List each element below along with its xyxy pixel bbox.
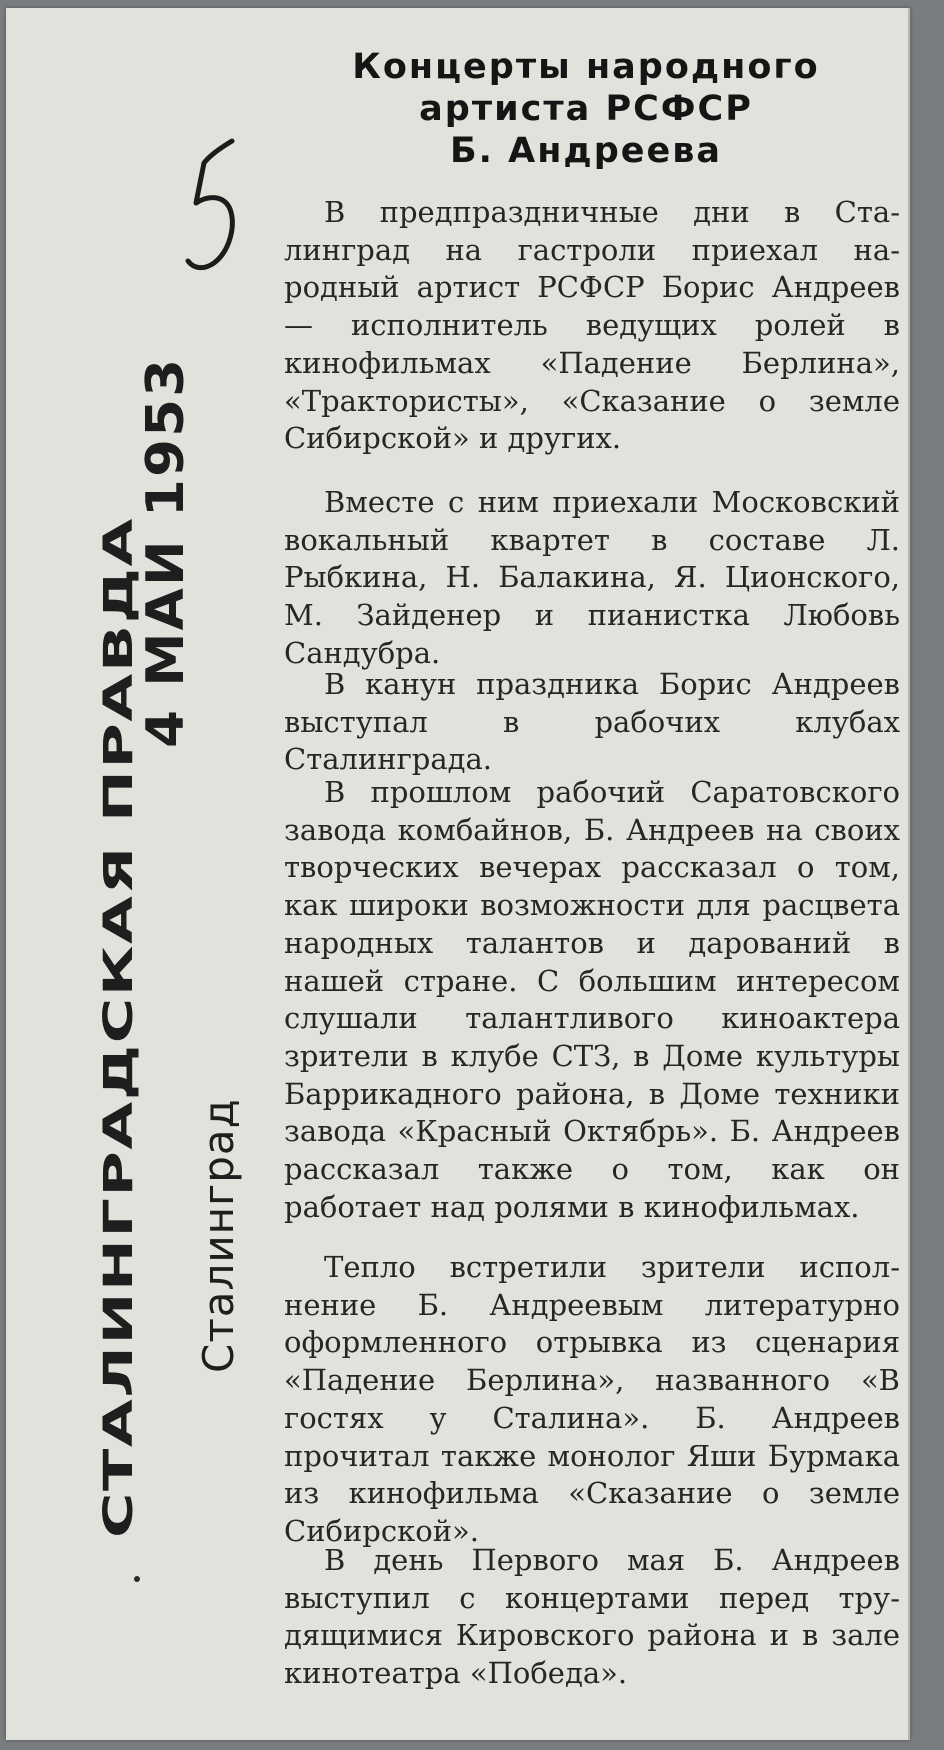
article-paragraph-5: Тепло встретили зрители исполнение Б. Андреевым литературно оформленного отрывка из сценария «Падение Берлина», названного «В гостях у Сталина». Б. Андреев прочитал также монолог Яши Бурмака из кинофильма «Сказание о земле Сибирской».: [284, 1250, 900, 1548]
newspaper-clipping: [6, 8, 910, 1740]
handwritten-number-5: [174, 133, 244, 283]
headline-line-2: артиста РСФСР: [419, 89, 753, 129]
newspaper-masthead: СТАЛИНГРАДСКАЯ ПРАВДА: [96, 516, 142, 1538]
article-paragraph-6: В день Первого мая Б. Андреев выступил с концертами перед трудящимися Кировского района и в зале кинотеатра «Победа».: [284, 1543, 900, 1691]
article-paragraph-3: В канун праздника Борис Андреев выступал в рабочих клубах Сталинграда.: [284, 667, 900, 777]
article-paragraph-1: В предпраздничные дни в Сталинград на гастроли приехал народный артист РСФСР Борис Андреев — исполнитель ведущих ролей в кинофильмах «Падение Берлина», «Трактористы», «Сказание о земле Сибирской» и других.: [284, 195, 900, 456]
headline-line-3: Б. Андреева: [450, 131, 722, 171]
headline-line-1: Концерты народного: [352, 47, 820, 87]
date-stamp: 4 МАИ 1953: [136, 356, 196, 748]
article-paragraph-2: Вместе с ним приехали Московский вокальный квартет в составе Л. Рыбкина, Н. Балакина, Я. Ционского, М. Зайденер и пианистка Любовь Сандубра.: [284, 485, 900, 670]
ink-dot: [134, 1576, 140, 1582]
city-name: Сталинград: [194, 1098, 243, 1373]
article-paragraph-4: В прошлом рабочий Саратовского завода комбайнов, Б. Андреев на своих творческих вечерах рассказал о том, как широки возможности для расцвета народных талантов и дарований в нашей стране. С большим интересом слушали талантливого киноактера зрители в клубе СТЗ, в Доме культуры Баррикадного района, в Доме техники завода «Красный Октябрь». Б. Андреев рассказал также о том, как он работает над ролями в кинофильмах.: [284, 775, 900, 1224]
article-headline: [306, 46, 866, 172]
